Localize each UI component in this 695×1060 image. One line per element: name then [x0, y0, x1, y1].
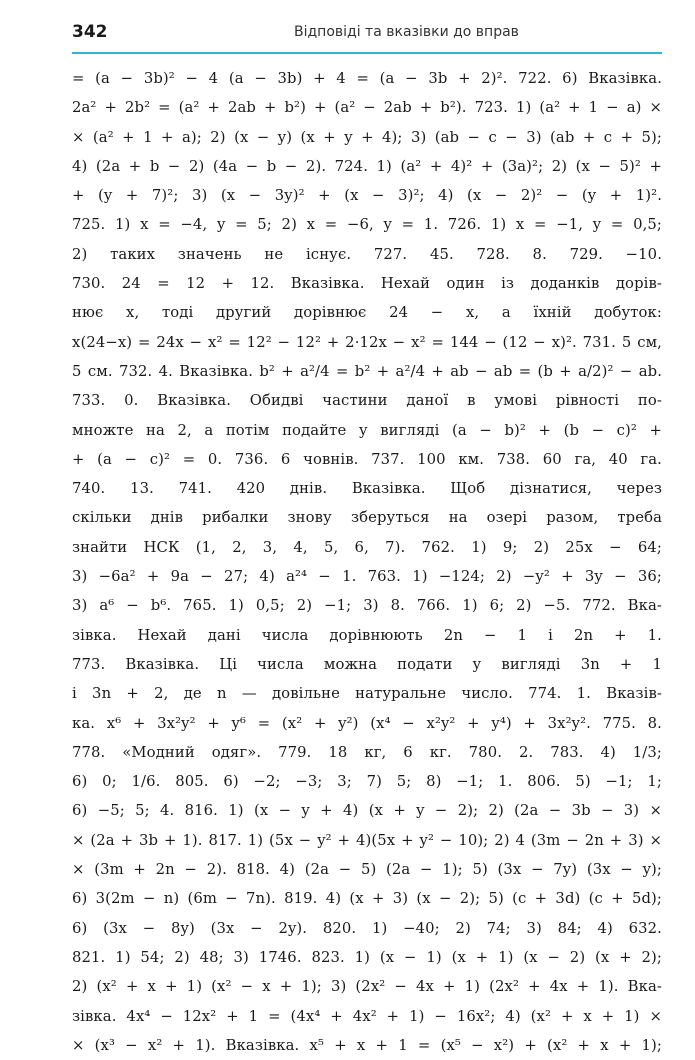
text-line: 6) (3x − 8y) (3x − 2y). 820. 1) −40; 2) 74; 3) 84; 4) 632. [72, 919, 662, 937]
text-line: 6) 3(2m − n) (6m − 7n). 819. 4) (x + 3) (x − 2); 5) (c + 3d) (c + 5d); [72, 890, 662, 908]
text-line: 2a² + 2b² = (a² + 2ab + b²) + (a² − 2ab + b²). 723. 1) (a² + 1 − a) × [72, 99, 662, 117]
text-line: × (2a + 3b + 1). 817. 1) (5x − y² + 4)(5x + y² − 10); 2) 4 (3m − 2n + 3) × [72, 831, 662, 849]
text-line: 740. 13. 741. 420 днів. Вказівка. Щоб дізнатися, через [72, 480, 662, 498]
text-line: × (a² + 1 + a); 2) (x − y) (x + y + 4); 3) (ab − c − 3) (ab + c + 5); [72, 128, 662, 146]
text-line: × (x³ − x² + 1). Вказівка. x⁵ + x + 1 = (x⁵ − x²) + (x² + x + 1); [72, 1036, 662, 1054]
text-line: × (3m + 2n − 2). 818. 4) (2a − 5) (2a − 1); 5) (3x − 7y) (3x − y); [72, 861, 662, 879]
running-title: Відповіді та вказівки до вправ [294, 24, 519, 40]
text-line: + (y + 7)²; 3) (x − 3y)² + (x − 3)²; 4) (x − 2)² − (y + 1)². [72, 187, 662, 205]
text-line: 4) (2a + b − 2) (4a − b − 2). 724. 1) (a² + 4)² + (3a)²; 2) (x − 5)² + [72, 157, 662, 175]
text-line: 821. 1) 54; 2) 48; 3) 1746. 823. 1) (x − 1) (x + 1) (x − 2) (x + 2); [72, 948, 662, 966]
text-line: 6) 0; 1/6. 805. 6) −2; −3; 3; 7) 5; 8) −1; 1. 806. 5) −1; 1; [72, 773, 662, 791]
text-line: скільки днів рибалки знову зберуться на озері разом, треба [72, 509, 662, 527]
text-line: 733. 0. Вказівка. Обидві частини даної в умові рівності по- [72, 392, 662, 410]
text-line: 3) −6a² + 9a − 27; 4) a²⁴ − 1. 763. 1) −124; 2) −y² + 3y − 36; [72, 568, 662, 586]
text-line: 773. Вказівка. Ці числа можна подати у вигляді 3n + 1 [72, 655, 662, 673]
text-line: 6) −5; 5; 4. 816. 1) (x − y + 4) (x + y − 2); 2) (2a − 3b − 3) × [72, 802, 662, 820]
text-line: ка. x⁶ + 3x²y² + y⁶ = (x² + y²) (x⁴ − x²y² + y⁴) + 3x²y². 775. 8. [72, 714, 662, 732]
text-line: і 3n + 2, де n — довільне натуральне число. 774. 1. Вказів- [72, 685, 662, 703]
answers-text [72, 64, 662, 1060]
text-line: 730. 24 = 12 + 12. Вказівка. Нехай один із доданків дорів- [72, 275, 662, 293]
text-line: 778. «Модний одяг». 779. 18 кг, 6 кг. 780. 2. 783. 4) 1/3; [72, 743, 662, 761]
page-header [72, 18, 662, 54]
text-line: x(24−x) = 24x − x² = 12² − 12² + 2·12x − x² = 144 − (12 − x)². 731. 5 см, [72, 333, 662, 351]
text-line: 725. 1) x = −4, y = 5; 2) x = −6, y = 1. 726. 1) x = −1, y = 0,5; [72, 216, 662, 234]
text-line: зівка. 4x⁴ − 12x² + 1 = (4x⁴ + 4x² + 1) − 16x²; 4) (x² + x + 1) × [72, 1007, 662, 1025]
text-line: знайти НСК (1, 2, 3, 4, 5, 6, 7). 762. 1) 9; 2) 25x − 64; [72, 538, 662, 556]
text-line: нює x, тоді другий дорівнює 24 − x, а їхній добуток: [72, 304, 662, 322]
text-line: + (a − c)² = 0. 736. 6 човнів. 737. 100 км. 738. 60 га, 40 га. [72, 450, 662, 468]
text-line: зівка. Нехай дані числа дорівнюють 2n − 1 і 2n + 1. [72, 626, 662, 644]
page-number: 342 [72, 22, 108, 42]
text-line: 2) (x² + x + 1) (x² − x + 1); 3) (2x² − 4x + 1) (2x² + 4x + 1). Вка- [72, 978, 662, 996]
text-line: = (a − 3b)² − 4 (a − 3b) + 4 = (a − 3b + 2)². 722. 6) Вказівка. [72, 70, 662, 87]
text-line: 2) таких значень не існує. 727. 45. 728. 8. 729. −10. [72, 245, 662, 263]
text-line: множте на 2, а потім подайте у вигляді (a − b)² + (b − c)² + [72, 421, 662, 439]
text-line: 5 см. 732. 4. Вказівка. b² + a²/4 = b² + a²/4 + ab − ab = (b + a/2)² − ab. [72, 362, 662, 380]
text-line: 3) a⁶ − b⁶. 765. 1) 0,5; 2) −1; 3) 8. 766. 1) 6; 2) −5. 772. Вка- [72, 597, 662, 615]
